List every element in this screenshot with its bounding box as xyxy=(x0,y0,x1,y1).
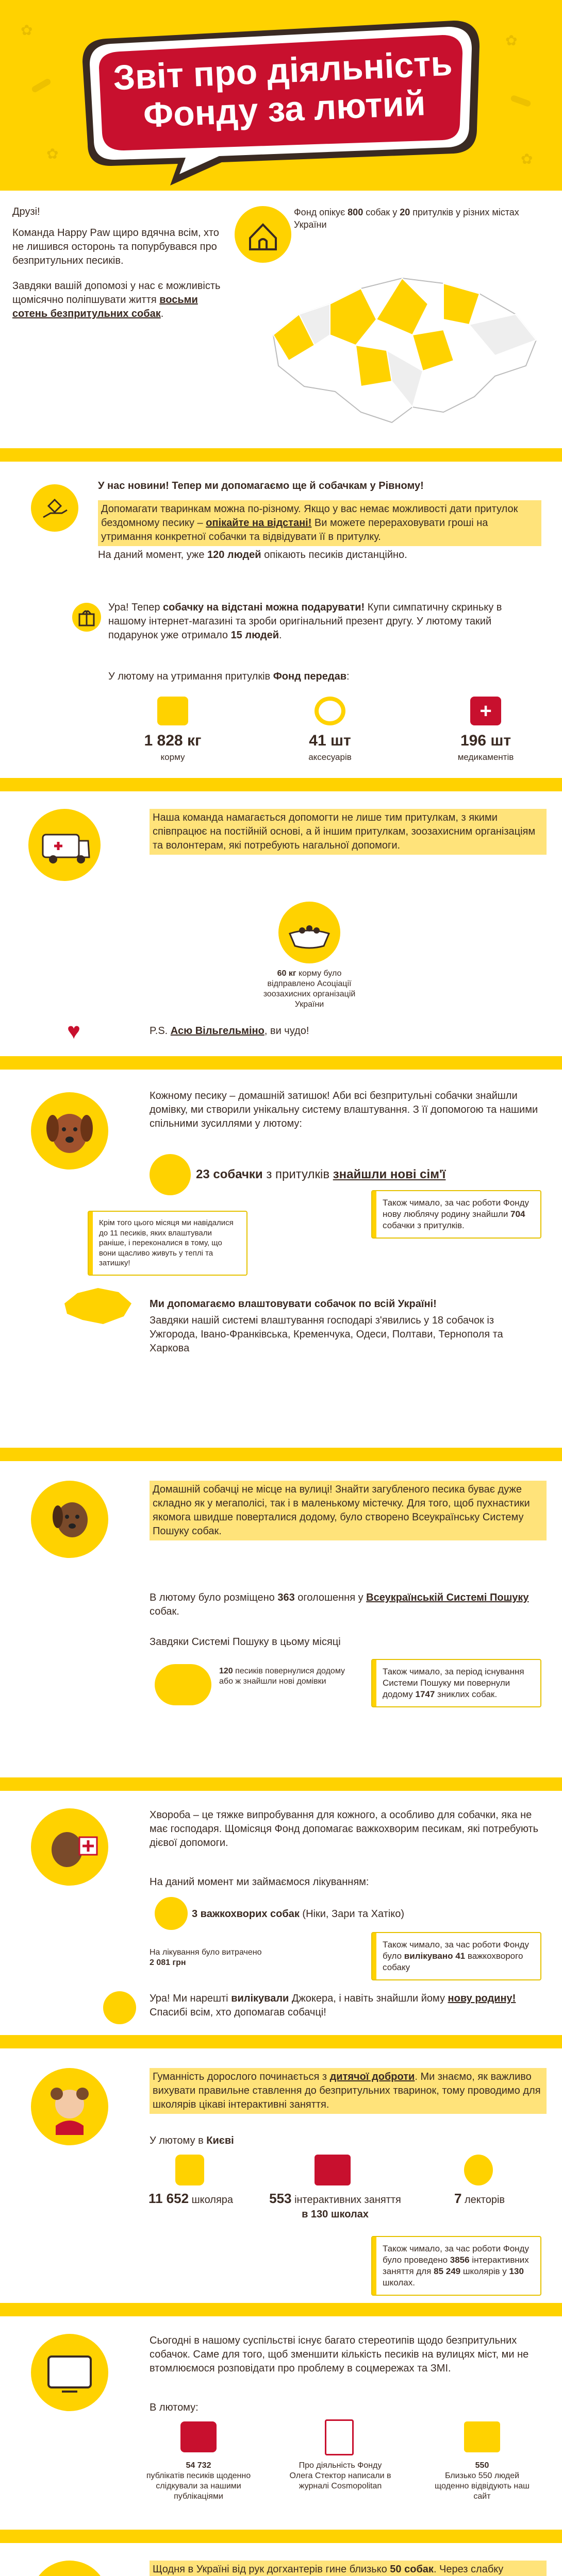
stereotypes-feb: В лютому: xyxy=(150,2402,199,2413)
returned-caption: 120 песиків повернулися додому або ж знайшли нові домівки xyxy=(219,1667,345,1686)
magazine-icon xyxy=(325,2419,354,2455)
intro-paragraph-2: Завдяки вашій допомозі у нас є можливість щомісячно поліпшувати життя восьми сотень безпритульних собак. xyxy=(12,280,221,319)
search-feb-stat: В лютому було розміщено 363 оголошення у Всеукраїнській Системі Пошуку собак. xyxy=(150,1592,529,1617)
intro-section xyxy=(0,191,562,448)
remote-care-section xyxy=(0,448,562,778)
transfer-heading: У лютому на утримання притулків Фонд передав: xyxy=(108,671,350,682)
stereo-item-cosmopolitan: Про діяльність Фонду Олега Стектор написали в журналі Cosmopolitan xyxy=(289,2461,391,2490)
collar-icon xyxy=(315,697,345,725)
team-paragraph: Наша команда намагається допомогти не лише тим притулкам, з якими співпрацює на постійній основі, а й іншим притулкам, зоозахисним організаціям та волонтерам, які потребують нагальної допомоги. xyxy=(150,809,547,855)
stereo-item-site: 550 Близько 550 людей щоденно відвідують наш сайт xyxy=(435,2461,530,2501)
remote-count: На даний момент, уже 120 людей опікають песиків дистанційно. xyxy=(98,549,407,561)
tv-icon xyxy=(31,2334,108,2411)
stat-medicine: 196 шт медикаментів xyxy=(457,732,514,762)
classroom-icon xyxy=(315,2155,351,2185)
stereotypes-paragraph: Сьогодні в нашому суспільстві існує багато стереотипів щодо безпритульних собачок. Саме для того, щоб зменшити кількість песиків на вулицях міст, ми не втомлюємося розповідати про проблему в соцмережах та ЗМІ. xyxy=(150,2335,529,2374)
paw-decoration-icon: ✿ xyxy=(46,146,59,162)
ps-line: P.S. Асю Вільгельміно, ви чудо! xyxy=(150,1025,309,1037)
stat-food: 1 828 кг корму xyxy=(144,732,202,762)
doghunting-paragraph: Щодня в Україні від рук догхантерів гине близько 50 собак. Через слабку xyxy=(150,2561,547,2576)
treatment-now: На даний момент ми займаємося лікуванням: xyxy=(150,1876,369,1888)
stat-accessories: 41 шт аксесуарів xyxy=(308,732,352,762)
food-sent-caption: 60 кг корму було відправлено Асоціації зоозахисних організацій України xyxy=(263,969,356,1009)
child-icon xyxy=(31,2068,108,2145)
remote-headline: У нас новини! Тепер ми допомагаємо ще й собачкам у Рівному! xyxy=(98,480,424,492)
dog-face-icon xyxy=(31,1092,108,1170)
sick-dog-icon xyxy=(31,1808,108,1886)
gift-paragraph: Ура! Тепер собачку на відстані можна подарувати! Купи симпатичну скриньку в нашому інтернет-магазині та зроби оригінальний презент другу. У лютому такий подарунок уже отримало 15 людей. xyxy=(108,602,502,641)
title-line-1: Звіт про діяльність xyxy=(112,43,453,98)
paw-decoration-icon: ✿ xyxy=(521,151,533,167)
intro-greeting: Друзі! xyxy=(12,206,40,217)
treatment-hooray: Ура! Ми нарешті вилікували Джокера, і навіть знайшли йому нову родину! Спасибі всім, хто допомагав собачці! xyxy=(150,1993,516,2018)
search-total-note: Також чимало, за період існування Системи Пошуку ми повернули додому 1747 зниклих собак. xyxy=(371,1659,541,1707)
three-dogs-icon xyxy=(155,1897,188,1930)
returned-dogs-icon xyxy=(155,1664,211,1705)
doghunting-section xyxy=(0,2530,562,2576)
stereo-item-followers: 54 732 публікатів песиків щоденно слідкували за нашими публікаціями xyxy=(146,2461,251,2501)
stat-pupils: 11 652 школяра xyxy=(148,2191,234,2206)
ambulance-icon xyxy=(28,809,101,881)
homes-ukraine-headline: Ми допомагаємо влаштовувати собачок по всій Україні! xyxy=(150,1298,437,1310)
remote-paragraph: Допомагати тваринкам можна по-різному. Якщо у вас немає можливості дати притулок бездомному песику – опікайте на відстані! Ви можете перераховувати гроші на утримання конкретної собачки та відвідувати її в притулку. xyxy=(98,500,541,546)
stat-lessons: 553 інтерактивних заняття в 130 школах xyxy=(269,2191,401,2221)
ukraine-map xyxy=(258,258,547,433)
ps-link[interactable]: Асю Вільгельміно xyxy=(170,1025,265,1037)
medicine-icon: + xyxy=(470,697,501,725)
search-paragraph: Домашній собачці не місце на вулиці! Знайти загубленого песика буває дуже складно як у мегаполісі, так і в маленькому містечку. Для того, щоб пухнастики якомога швидше поверталися додому, було створено Всеукраїнську Систему Пошуку собак. xyxy=(150,1481,547,1540)
page-title xyxy=(96,43,471,137)
ukraine-mini-map xyxy=(62,1283,134,1329)
school-bag-icon xyxy=(175,2155,204,2185)
hand-heart-icon xyxy=(31,484,78,532)
map-caption: Фонд опікує 800 собак у 20 притулків у різних містах України xyxy=(294,207,519,230)
lecturer-icon xyxy=(464,2155,493,2185)
stat-lecturers: 7 лекторів xyxy=(454,2191,505,2206)
dog-search-icon xyxy=(31,1481,108,1558)
heart-icon: ♥ xyxy=(67,1019,81,1044)
search-thanks: Завдяки Системі Пошуку в цьому місяці xyxy=(150,1636,341,1648)
intro-paragraph: Команда Happy Paw щиро вдячна всім, хто не лишився осторонь та попурбувався про безпритульних песиків. xyxy=(12,227,219,266)
homes-side-note: Крім того цього місяця ми навідалися до 11 песиків, яких влаштували раніше, і переконалися в тому, що вони щасливо живуть у теплі та затишку! xyxy=(88,1211,247,1276)
treatment-paragraph: Хвороба – це тяжке випробування для кожного, а особливо для собачки, яка не має господаря. Щомісяця Фонд допомагає важкохворим песикам, які потребують дієвої допомоги. xyxy=(150,1809,539,1849)
food-bag-icon xyxy=(157,697,188,725)
kids-section xyxy=(0,2035,562,2303)
homes-paragraph: Кожному песику – домашній затишок! Аби всі безпритульні собачки знайшли домівку, ми створили унікальну систему влаштування. З її допомогою та нашими спільними зусиллями у лютому: xyxy=(150,1090,538,1129)
crosshair-icon xyxy=(31,2561,108,2576)
social-icon xyxy=(180,2421,217,2452)
homes-total-note: Також чимало, за час роботи Фонду нову люблячу родину знайшли 704 собачки з притулків. xyxy=(371,1190,541,1239)
food-bowl-icon xyxy=(278,902,340,963)
joker-dog-icon xyxy=(103,1991,136,2024)
kids-kyiv: У лютому в Києві xyxy=(150,2135,234,2146)
family-icon xyxy=(150,1154,191,1195)
gift-icon xyxy=(72,603,101,632)
website-icon xyxy=(464,2421,500,2452)
treatment-section xyxy=(0,1777,562,2035)
homes-ukraine-paragraph: Завдяки нашій системі влаштування господарі з'явились у 18 собачок із Ужгорода, Івано-Франківська, Кременчука, Одеси, Полтави, Тернополя та Харкова xyxy=(150,1315,503,1354)
search-section xyxy=(0,1448,562,1777)
title-line-2: Фонду за лютий xyxy=(142,83,426,135)
stereotypes-section xyxy=(0,2303,562,2530)
doghouse-icon xyxy=(235,206,291,263)
treatment-spent: На лікування було витрачено 2 081 грн xyxy=(150,1948,262,1967)
paw-decoration-icon: ✿ xyxy=(21,22,33,38)
homes-stat: 23 собачки з притулків знайшли нові сім'ї xyxy=(196,1167,446,1181)
kids-paragraph: Гуманність дорослого починається з дитячої доброти. Ми знаємо, як важливо вихувати правильне ставлення до безпритульних тваринок, тому проводимо для школярів цікаві інтерактивні заняття. xyxy=(150,2068,547,2114)
treatment-dogs: 3 важкохворих собак (Ніки, Зари та Хатіко) xyxy=(192,1908,405,1920)
kids-total-note: Також чимало, за час роботи Фонду було проведено 3856 інтерактивних заняття для 85 249 школярів у 130 школах. xyxy=(371,2236,541,2296)
treatment-total-note: Також чимало, за час роботи Фонду було вилікувано 41 важкохворого собаку xyxy=(371,1932,541,1980)
homes-section xyxy=(0,1056,562,1448)
team-help-section xyxy=(0,778,562,1056)
header-section xyxy=(0,0,562,191)
paw-decoration-icon: ✿ xyxy=(505,32,518,48)
